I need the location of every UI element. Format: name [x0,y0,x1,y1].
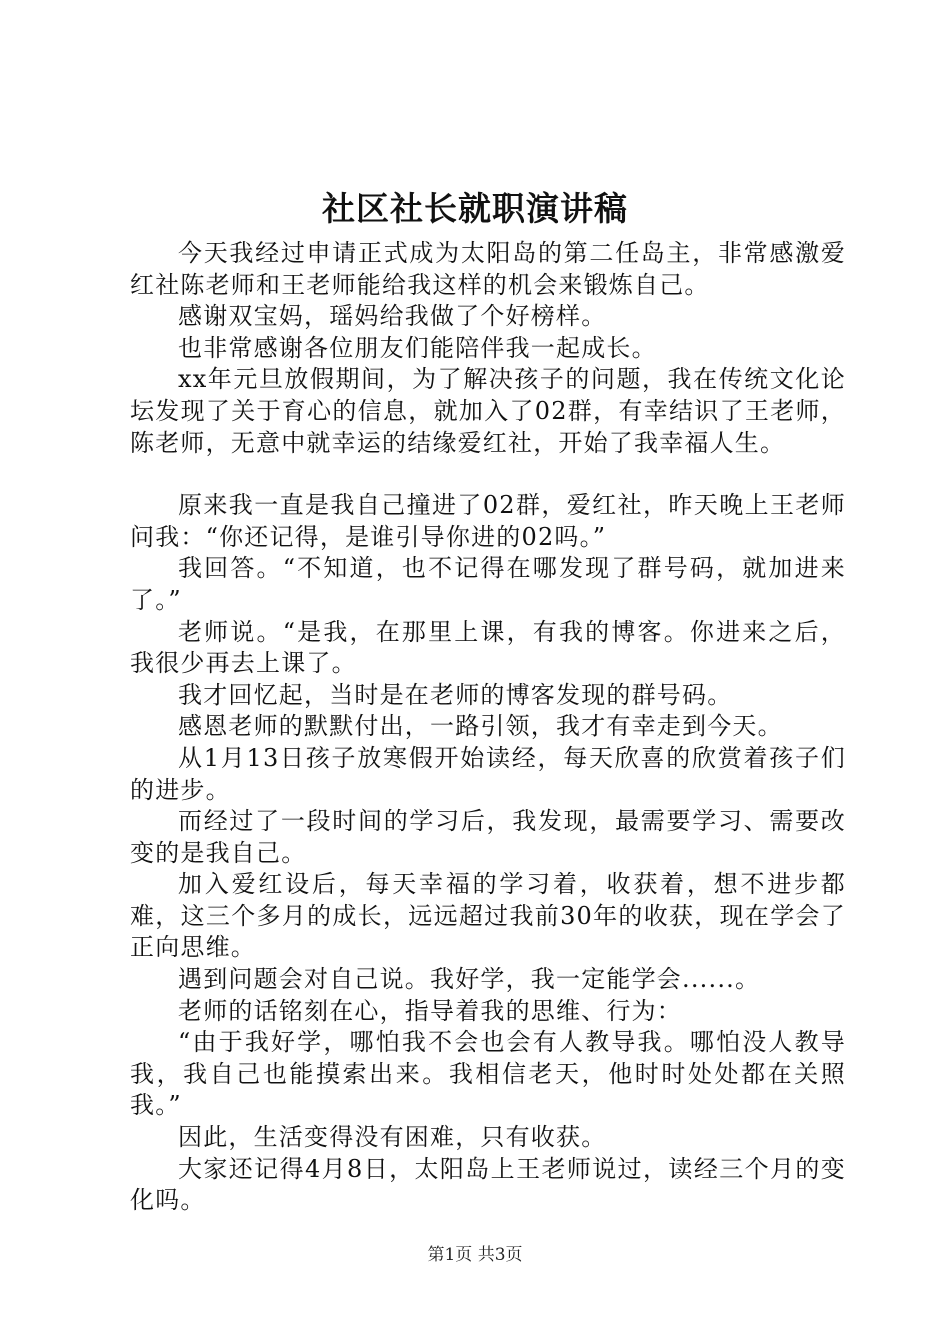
paragraph: 原来我一直是我自己撞进了02群，爱红社，昨天晚上王老师问我：“你还记得，是谁引导你进的02吗。” [130,491,846,551]
paragraph: 老师说。“是我，在那里上课，有我的博客。你进来之后，我很少再去上课了。 [130,617,846,678]
paragraph: 今天我经过申请正式成为太阳岛的第二任岛主，非常感激爱红社陈老师和王老师能给我这样的机会来锻炼自己。 [130,239,846,299]
paragraph: 我回答。“不知道，也不记得在哪发现了群号码，就加进来了。” [130,554,846,614]
paragraph: 感谢双宝妈，瑶妈给我做了个好榜样。 [178,302,607,331]
document-title: 社区社长就职演讲稿 [322,189,628,228]
paragraph: 感恩老师的默默付出，一路引领，我才有幸走到今天。 [178,712,783,741]
paragraph: xx年元旦放假期间，为了解决孩子的问题，我在传统文化论坛发现了关于育心的信息，就加入了02群，有幸结识了王老师，陈老师，无意中就幸运的结缘爱红社，开始了我幸福人生。 [130,365,846,457]
paragraph: 也非常感谢各位朋友们能陪伴我一起成长。 [178,333,657,362]
page-number-footer: 第1页 共3页 [427,1245,523,1265]
paragraph: 遇到问题会对自己说。我好学，我一定能学会......。 [178,965,761,994]
paragraph: 老师的话铭刻在心，指导着我的思维、行为： [178,996,682,1025]
paragraph: 加入爱红设后，每天幸福的学习着，收获着，想不进步都难，这三个多月的成长，远远超过我前30年的收获，现在学会了正向思维。 [130,870,846,962]
paragraph: 我才回忆起，当时是在老师的博客发现的群号码。 [178,680,733,709]
paragraph: 而经过了一段时间的学习后，我发现，最需要学习、需要改变的是我自己。 [130,807,846,867]
paragraph: “由于我好学，哪怕我不会也会有人教导我。哪怕没人教导我，我自己也能摸索出来。我相信老天，他时时处处都在关照我。” [130,1028,846,1120]
paragraph: 从1月13日孩子放寒假开始读经，每天欣喜的欣赏着孩子们的进步。 [130,743,846,804]
paragraph: 因此，生活变得没有困难，只有收获。 [178,1123,607,1152]
document-body [130,238,846,1217]
paragraph: 大家还记得4月8日，太阳岛上王老师说过，读经三个月的变化吗。 [130,1154,846,1215]
